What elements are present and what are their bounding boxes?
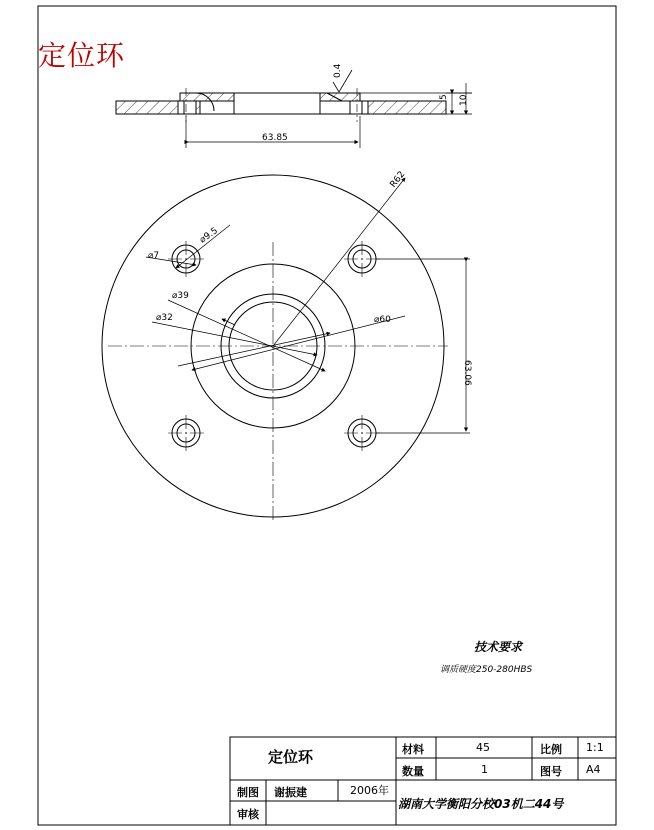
drawn-label: 制图: [237, 786, 259, 799]
d60-label: ⌀60: [374, 315, 391, 325]
quantity-value: 1: [481, 763, 488, 776]
hole-inner-label: ⌀7: [148, 251, 160, 261]
drawing-frame: [38, 6, 616, 825]
roughness-label: 0.4: [333, 63, 343, 78]
sheet-label: 图号: [540, 765, 562, 778]
material-value: 45: [476, 741, 490, 754]
thickness-total-label: 10: [459, 94, 469, 106]
tech-requirements-item: 调质硬度250-280HBS: [440, 665, 533, 675]
width-side-label: 63.85: [262, 133, 288, 143]
sheet-value: A4: [586, 763, 601, 776]
scale-label: 比例: [540, 743, 562, 756]
d39-label: ⌀39: [172, 291, 189, 301]
school-label: 湖南大学衡阳分校03机二44号: [398, 797, 564, 811]
drawn-year: 2006年: [350, 784, 389, 797]
front-view: [102, 175, 448, 520]
front-dimensions: [146, 178, 470, 433]
spacing-label: 63.06: [462, 360, 472, 386]
material-label: 材料: [402, 743, 424, 756]
scale-value: 1:1: [586, 741, 604, 754]
drawing-title-red: 定位环: [38, 39, 126, 72]
hole-outer-label: ⌀9.5: [197, 225, 220, 246]
review-label: 审核: [237, 808, 259, 821]
d32-label: ⌀32: [156, 313, 173, 323]
thickness-small-label: 5: [439, 94, 449, 100]
quantity-label: 数量: [402, 765, 424, 778]
drawn-name: 谢振建: [274, 786, 307, 799]
r-outer-label: R62: [388, 169, 408, 190]
tech-requirements-title: 技术要求: [474, 640, 523, 654]
part-name: 定位环: [268, 748, 314, 766]
